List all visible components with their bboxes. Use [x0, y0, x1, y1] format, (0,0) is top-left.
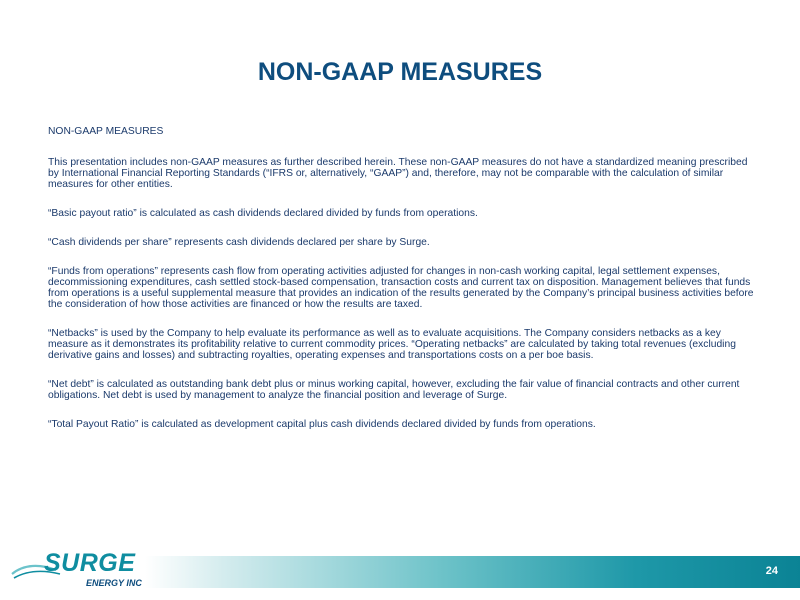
page-number: 24	[765, 565, 778, 577]
slide-title: NON-GAAP MEASURES	[257, 58, 543, 86]
company-logo	[10, 548, 160, 592]
paragraph-basic-payout-ratio: “Basic payout ratio” is calculated as cash dividends declared divided by funds from operations.	[48, 208, 478, 219]
footer-band	[145, 556, 800, 588]
paragraph-netbacks: “Netbacks” is used by the Company to help evaluate its performance as well as to evaluate acquisitions. The Company considers netbacks as a key measure as it demonstrates its profitability relative to current commodity prices. “Operating netbacks” are calculated by taking total revenues (excluding derivative gains and losses) and subtracting royalties, operating expenses and transportations costs on a per boe basis.	[48, 328, 736, 361]
paragraph-cash-dividends-per-share: “Cash dividends per share” represents cash dividends declared per share by Surge.	[48, 237, 430, 248]
logo-subtext: ENERGY INC	[86, 578, 142, 588]
logo-wordmark: SURGE	[44, 549, 136, 577]
paragraph-total-payout-ratio: “Total Payout Ratio” is calculated as development capital plus cash dividends declared divided by funds from operations.	[48, 419, 596, 430]
slide-body	[48, 126, 760, 448]
paragraph-intro: This presentation includes non-GAAP measures as further described herein. These non-GAAP measures do not have a standardized meaning prescribed by International Financial Reporting Standards (“IFRS or, alternatively, “GAAP”) and, therefore, may not be comparable with the calculation of similar measures for other entities.	[48, 157, 748, 190]
paragraph-funds-from-operations: “Funds from operations” represents cash flow from operating activities adjusted for changes in non-cash working capital, legal settlement expenses, decommissioning expenditures, cash settled stock-based compensation, transaction costs and current tax on disposition. Management believes that funds from operations is a useful supplemental measure that provides an indication of the results generated by the Company’s principal business activities before the consideration of how those activities are financed or how the results are taxed.	[48, 266, 754, 310]
body-subheading: NON-GAAP MEASURES	[48, 126, 164, 137]
paragraph-net-debt: “Net debt” is calculated as outstanding bank debt plus or minus working capital, however, excluding the fair value of financial contracts and other current obligations. Net debt is used by management to analyze the financial position and leverage of Surge.	[48, 379, 740, 401]
